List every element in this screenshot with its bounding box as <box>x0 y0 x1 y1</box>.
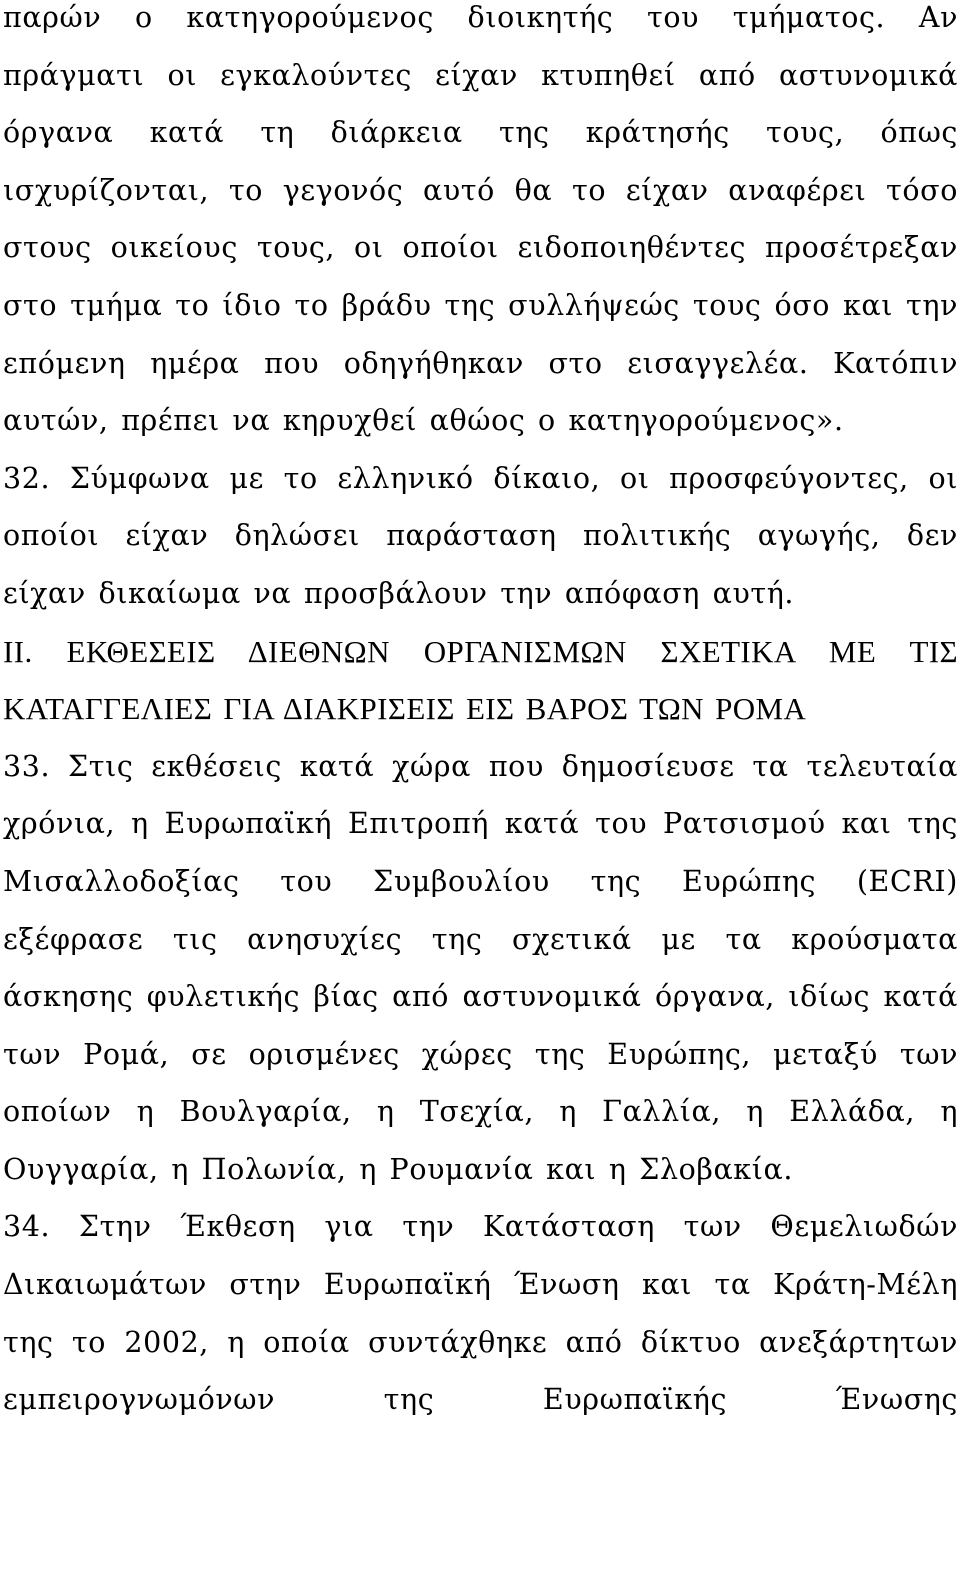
paragraph-32-number: 32. <box>3 461 51 495</box>
paragraph-33 <box>3 738 958 1199</box>
section-heading-text: ΕΚΘΕΣΕΙΣ ΔΙΕΘΝΩΝ ΟΡΓΑΝΙΣΜΩΝ ΣΧΕΤΙΚΑ ΜΕ ΤΙΣ ΚΑΤΑΓΓΕΛΙΕΣ ΓΙΑ ΔΙΑΚΡΙΣΕΙΣ ΕΙΣ ΒΑΡΟΣ ΤΩΝ ΡΟΜΑ <box>3 633 958 727</box>
paragraph-32-text: Σύμφωνα με το ελληνικό δίκαιο, οι προσφεύγοντες, οι οποίοι είχαν δηλώσει παράσταση πολιτικής αγωγής, δεν είχαν δικαίωμα να προσβάλουν την απόφαση αυτή. <box>3 461 959 610</box>
paragraph-34 <box>3 1198 958 1428</box>
paragraph-34-number: 34. <box>3 1210 51 1244</box>
section-heading <box>3 623 958 738</box>
paragraph-34-text: Στην Έκθεση για την Κατάσταση των Θεμελιωδών Δικαιωμάτων στην Ευρωπαϊκή Ένωση και τα Κράτη-Μέλη της το 2002, η οποία συντάχθηκε από δίκτυο ανεξάρτητων εμπειρογνωμόνων της Ευρωπαϊκής Ένωσης <box>3 1210 958 1417</box>
document-page <box>3 0 958 1429</box>
paragraph-31-continuation <box>3 0 958 450</box>
paragraph-31-text: παρών ο κατηγορούμενος διοικητής του τμήματος. Αν πράγματι οι εγκαλούντες είχαν κτυπηθεί από αστυνομικά όργανα κατά τη διάρκεια της κράτησής τους, όπως ισχυρίζονται, το γεγονός αυτό θα το είχαν αναφέρει τόσο στους οικείους τους, οι οποίοι ειδοποιηθέντες προσέτρεξαν στο τμήμα το ίδιο το βράδυ της συλλήψεώς τους όσο και την επόμενη ημέρα που οδηγήθηκαν στο εισαγγελέα. Κατόπιν αυτών, πρέπει να κηρυχθεί αθώος ο κατηγορούμενος». <box>3 1 958 438</box>
paragraph-32 <box>3 450 958 623</box>
paragraph-33-text: Στις εκθέσεις κατά χώρα που δημοσίευσε τα τελευταία χρόνια, η Ευρωπαϊκή Επιτροπή κατά του Ρατσισμού και της Μισαλλοδοξίας του Συμβουλίου της Ευρώπης (ECRI) εξέφρασε τις ανησυχίες της σχετικά με τα κρούσματα άσκησης φυλετικής βίας από αστυνομικά όργανα, ιδίως κατά των Ρομά, σε ορισμένες χώρες της Ευρώπης, μεταξύ των οποίων η Βουλγαρία, η Τσεχία, η Γαλλία, η Ελλάδα, η Ουγγαρία, η Πολωνία, η Ρουμανία και η Σλοβακία. <box>3 749 958 1186</box>
section-heading-number: ΙΙ. <box>3 633 33 669</box>
paragraph-33-number: 33. <box>3 749 51 783</box>
